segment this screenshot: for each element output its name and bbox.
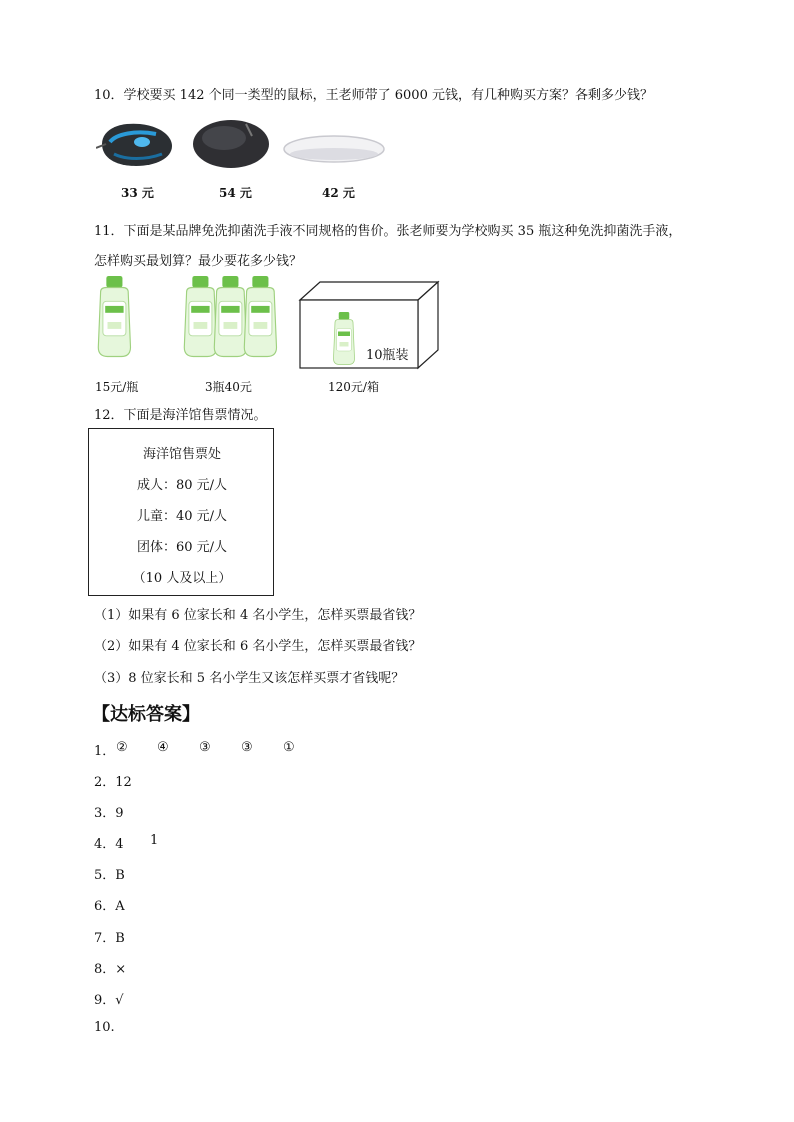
three-bottles-image — [184, 276, 276, 357]
answer-5: 5．B — [94, 868, 125, 883]
mouse-price-1: 33 元 — [121, 186, 154, 200]
q12-sub2: （2）如果有 4 位家长和 6 名小学生，怎样买票最省钱？ — [94, 639, 422, 654]
answer-4: 4．4 — [94, 837, 124, 852]
answer-10: 10. — [94, 1020, 115, 1035]
mouse-price-2: 54 元 — [219, 186, 252, 200]
q11-line1: 11．下面是某品牌免洗抑菌洗手液不同规格的售价。张老师要为学校购买 35 瓶这种免洗抑菌洗手液， — [94, 224, 682, 239]
price-single: 15元/瓶 — [95, 380, 139, 394]
q11-line2: 怎样购买最划算？最少要花多少钱？ — [94, 254, 303, 269]
q12-sub3: （3）8 位家长和 5 名小学生又该怎样买票才省钱呢？ — [94, 671, 405, 686]
answer-1-item: ③ — [241, 740, 253, 755]
answer-1-item: ① — [283, 740, 295, 755]
answer-3: 3．9 — [94, 806, 124, 821]
ticket-adult: 成人：80 元/人 — [136, 478, 228, 493]
ticket-group-note: （10 人及以上） — [132, 571, 232, 586]
mouse-images — [96, 114, 386, 174]
white-mouse-image — [284, 136, 384, 162]
mouse-price-3: 42 元 — [322, 186, 355, 200]
box-label: 10瓶装 — [366, 348, 409, 363]
answer-1-item: ③ — [199, 740, 211, 755]
single-bottle-image — [98, 276, 130, 357]
ticket-office-box — [88, 428, 274, 596]
answer-4-second: 1 — [150, 833, 159, 848]
answer-9: 9．√ — [94, 993, 124, 1008]
answer-6: 6．A — [94, 899, 125, 914]
price-three: 3瓶40元 — [205, 380, 252, 394]
ticket-group: 团体：60 元/人 — [136, 540, 228, 555]
black-mouse-image — [193, 120, 269, 168]
q10-text: 10．学校要买 142 个同一类型的鼠标，王老师带了 6000 元钱，有几种购买方案？各剩多少钱？ — [94, 88, 653, 103]
ticket-title: 海洋馆售票处 — [142, 447, 221, 462]
price-box: 120元/箱 — [328, 380, 379, 394]
answer-2: 2．12 — [94, 775, 132, 790]
answer-7: 7．B — [94, 931, 125, 946]
answer-1-item: ② — [116, 740, 128, 755]
q12-sub1: （1）如果有 6 位家长和 4 名小学生，怎样买票最省钱？ — [94, 608, 422, 623]
ticket-child: 儿童：40 元/人 — [136, 509, 228, 524]
answer-1-item: ④ — [157, 740, 169, 755]
answers-heading: 【达标答案】 — [92, 704, 200, 725]
q12-text: 12．下面是海洋馆售票情况。 — [94, 408, 267, 423]
gaming-mouse-image — [96, 124, 172, 166]
answer-8: 8．× — [94, 962, 127, 977]
answer-1-number: 1． — [94, 744, 116, 759]
